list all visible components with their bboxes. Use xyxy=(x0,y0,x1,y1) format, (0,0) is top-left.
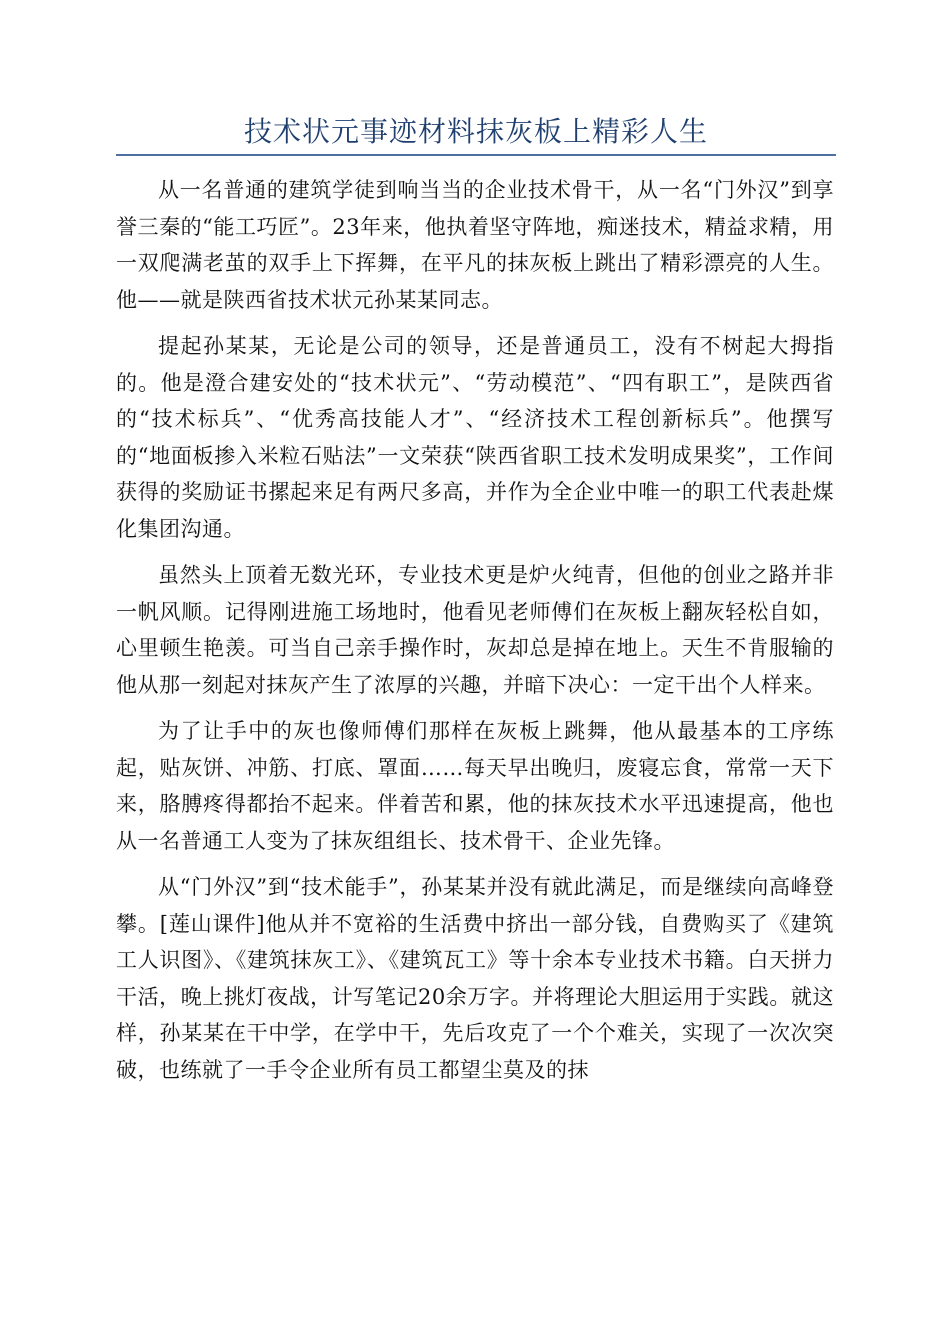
paragraph-1: 从一名普通的建筑学徒到响当当的企业技术骨干，从一名“门外汉”到享誉三秦的“能工巧匠”。23年来，他执着坚守阵地，痴迷技术，精益求精，用一双爬满老茧的双手上下挥舞，在平凡的抹灰板上跳出了精彩漂亮的人生。他——就是陕西省技术状元孙某某同志。 xyxy=(116,178,834,312)
paragraph-4: 为了让手中的灰也像师傅们那样在灰板上跳舞，他从最基本的工序练起，贴灰饼、冲筋、打底、罩面……每天早出晚归，废寝忘食，常常一天下来，胳膊疼得都抬不起来。伴着苦和累，他的抹灰技术水平迅速提高，他也从一名普通工人变为了抹灰组组长、技术骨干、企业先锋。 xyxy=(116,719,834,853)
document-title: 技术状元事迹材料抹灰板上精彩人生 xyxy=(243,115,708,148)
paragraph-5: 从“门外汉”到“技术能手”，孙某某并没有就此满足，而是继续向高峰登攀。[莲山课件]他从并不宽裕的生活费中挤出一部分钱，自费购买了《建筑工人识图》、《建筑抹灰工》、《建筑瓦工》等十余本专业技术书籍。白天拼力干活，晚上挑灯夜战，计写笔记20余万字。并将理论大胆运用于实践。就这样，孙某某在干中学，在学中干，先后攻克了一个个难关，实现了一次次突破，也练就了一手令企业所有员工都望尘莫及的抹 xyxy=(116,875,834,1082)
paragraph-2: 提起孙某某，无论是公司的领导，还是普通员工，没有不树起大拇指的。他是澄合建安处的“技术状元”、“劳动模范”、“四有职工”，是陕西省的“技术标兵”、“优秀高技能人才”、“经济技术工程创新标兵”。他撰写的“地面板掺入米粒石贴法”一文荣获“陕西省职工技术发明成果奖”，工作间获得的奖励证书摞起来足有两尺多高，并作为全企业中唯一的职工代表赴煤化集团沟通。 xyxy=(116,334,834,541)
title-underline xyxy=(116,154,836,156)
document-body xyxy=(116,172,834,1098)
paragraph-3: 虽然头上顶着无数光环，专业技术更是炉火纯青，但他的创业之路并非一帆风顺。记得刚进施工场地时，他看见老师傅们在灰板上翻灰轻松自如，心里顿生艳羡。可当自己亲手操作时，灰却总是掉在地上。天生不肯服输的他从那一刻起对抹灰产生了浓厚的兴趣，并暗下决心：一定干出个人样来。 xyxy=(116,563,834,697)
